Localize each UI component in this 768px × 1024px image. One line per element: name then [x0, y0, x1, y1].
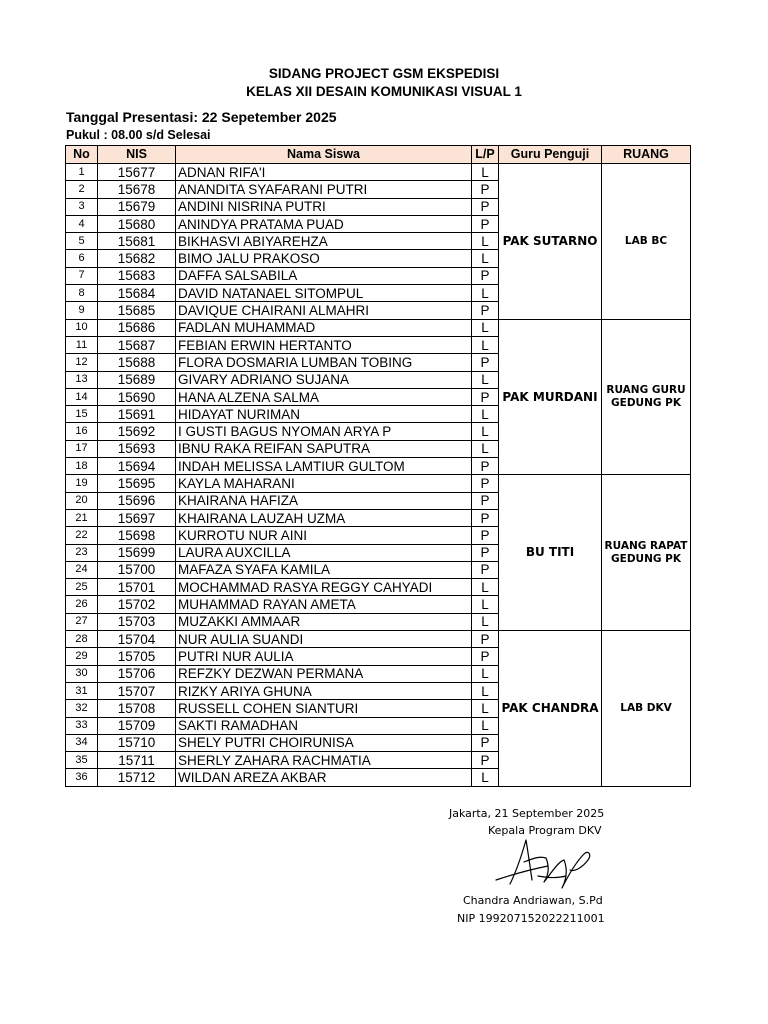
student-nis: 15678: [98, 181, 176, 198]
student-nis: 15703: [98, 613, 176, 630]
row-number: 30: [66, 665, 98, 682]
table-row: [66, 475, 691, 492]
student-name: DAVIQUE CHAIRANI ALMAHRI: [176, 302, 472, 319]
student-name: PUTRI NUR AULIA: [176, 648, 472, 665]
student-nis: 15702: [98, 596, 176, 613]
student-name: FEBIAN ERWIN HERTANTO: [176, 336, 472, 353]
student-gender: L: [472, 665, 499, 682]
row-number: 23: [66, 544, 98, 561]
student-name: ANINDYA PRATAMA PUAD: [176, 215, 472, 232]
student-name: MUHAMMAD RAYAN AMETA: [176, 596, 472, 613]
row-number: 7: [66, 267, 98, 284]
student-name: ADNAN RIFA'I: [176, 164, 472, 181]
presentation-date: Tanggal Presentasi: 22 Sepetember 2025: [66, 109, 337, 125]
student-nis: 15711: [98, 752, 176, 769]
student-nis: 15697: [98, 509, 176, 526]
room-cell: RUANG GURU GEDUNG PK: [602, 319, 691, 475]
student-nis: 15689: [98, 371, 176, 388]
student-nis: 15692: [98, 423, 176, 440]
student-nis: 15708: [98, 700, 176, 717]
student-name: NUR AULIA SUANDI: [176, 631, 472, 648]
student-gender: L: [472, 233, 499, 250]
student-gender: P: [472, 302, 499, 319]
student-gender: L: [472, 579, 499, 596]
column-header-ruang: RUANG: [602, 146, 691, 164]
student-gender: P: [472, 492, 499, 509]
student-gender: P: [472, 198, 499, 215]
student-nis: 15694: [98, 458, 176, 475]
table-row: [66, 631, 691, 648]
row-number: 16: [66, 423, 98, 440]
room-cell: LAB DKV: [602, 631, 691, 787]
student-name: HANA ALZENA SALMA: [176, 388, 472, 405]
student-gender: L: [472, 423, 499, 440]
student-name: KAYLA MAHARANI: [176, 475, 472, 492]
student-name: RUSSELL COHEN SIANTURI: [176, 700, 472, 717]
row-number: 19: [66, 475, 98, 492]
row-number: 28: [66, 631, 98, 648]
student-nis: 15684: [98, 285, 176, 302]
row-number: 11: [66, 336, 98, 353]
student-gender: P: [472, 561, 499, 578]
student-gender: P: [472, 509, 499, 526]
column-header-no: No: [66, 146, 98, 164]
row-number: 18: [66, 458, 98, 475]
column-header-nama: Nama Siswa: [176, 146, 472, 164]
student-gender: P: [472, 527, 499, 544]
student-nis: 15695: [98, 475, 176, 492]
student-nis: 15685: [98, 302, 176, 319]
presentation-time: Pukul : 08.00 s/d Selesai: [66, 128, 211, 142]
row-number: 29: [66, 648, 98, 665]
student-nis: 15686: [98, 319, 176, 336]
student-name: DAFFA SALSABILA: [176, 267, 472, 284]
row-number: 22: [66, 527, 98, 544]
table-body: [66, 164, 691, 787]
student-gender: P: [472, 267, 499, 284]
table-header-row: [66, 146, 691, 164]
row-number: 9: [66, 302, 98, 319]
row-number: 20: [66, 492, 98, 509]
student-nis: 15690: [98, 388, 176, 405]
student-name: GIVARY ADRIANO SUJANA: [176, 371, 472, 388]
row-number: 36: [66, 769, 98, 786]
row-number: 33: [66, 717, 98, 734]
row-number: 21: [66, 509, 98, 526]
student-name: INDAH MELISSA LAMTIUR GULTOM: [176, 458, 472, 475]
column-header-guru: Guru Penguji: [499, 146, 602, 164]
student-nis: 15683: [98, 267, 176, 284]
student-name: FLORA DOSMARIA LUMBAN TOBING: [176, 354, 472, 371]
student-nis: 15704: [98, 631, 176, 648]
student-name: ANDINI NISRINA PUTRI: [176, 198, 472, 215]
student-gender: L: [472, 250, 499, 267]
student-name: KHAIRANA HAFIZA: [176, 492, 472, 509]
row-number: 5: [66, 233, 98, 250]
document-subtitle: KELAS XII DESAIN KOMUNIKASI VISUAL 1: [246, 84, 522, 99]
student-nis: 15701: [98, 579, 176, 596]
student-name: I GUSTI BAGUS NYOMAN ARYA P: [176, 423, 472, 440]
row-number: 35: [66, 752, 98, 769]
student-name: BIKHASVI ABIYAREHZA: [176, 233, 472, 250]
student-nis: 15706: [98, 665, 176, 682]
row-number: 31: [66, 682, 98, 699]
signature-position: Kepala Program DKV: [488, 824, 602, 837]
row-number: 12: [66, 354, 98, 371]
table-row: [66, 164, 691, 181]
student-gender: P: [472, 734, 499, 751]
student-nis: 15709: [98, 717, 176, 734]
student-nis: 15705: [98, 648, 176, 665]
examiner-cell: PAK MURDANI: [499, 319, 602, 475]
row-number: 1: [66, 164, 98, 181]
student-name: RIZKY ARIYA GHUNA: [176, 682, 472, 699]
student-nis: 15712: [98, 769, 176, 786]
student-gender: P: [472, 475, 499, 492]
student-name: SAKTI RAMADHAN: [176, 717, 472, 734]
row-number: 24: [66, 561, 98, 578]
student-gender: L: [472, 406, 499, 423]
student-gender: P: [472, 458, 499, 475]
student-name: KURROTU NUR AINI: [176, 527, 472, 544]
student-gender: L: [472, 336, 499, 353]
row-number: 34: [66, 734, 98, 751]
student-gender: L: [472, 371, 499, 388]
student-name: SHERLY ZAHARA RACHMATIA: [176, 752, 472, 769]
row-number: 25: [66, 579, 98, 596]
student-gender: L: [472, 285, 499, 302]
room-cell: LAB BC: [602, 164, 691, 320]
room-cell: RUANG RAPAT GEDUNG PK: [602, 475, 691, 631]
schedule-table: [65, 145, 691, 787]
table-row: [66, 319, 691, 336]
student-gender: L: [472, 682, 499, 699]
examiner-cell: PAK CHANDRA: [499, 631, 602, 787]
examiner-cell: PAK SUTARNO: [499, 164, 602, 320]
student-gender: P: [472, 631, 499, 648]
student-nis: 15677: [98, 164, 176, 181]
student-name: MAFAZA SYAFA KAMILA: [176, 561, 472, 578]
row-number: 4: [66, 215, 98, 232]
row-number: 2: [66, 181, 98, 198]
student-gender: P: [472, 544, 499, 561]
student-name: LAURA AUXCILLA: [176, 544, 472, 561]
student-nis: 15710: [98, 734, 176, 751]
row-number: 26: [66, 596, 98, 613]
student-gender: L: [472, 596, 499, 613]
column-header-nis: NIS: [98, 146, 176, 164]
student-nis: 15696: [98, 492, 176, 509]
student-nis: 15682: [98, 250, 176, 267]
student-name: DAVID NATANAEL SITOMPUL: [176, 285, 472, 302]
student-gender: L: [472, 440, 499, 457]
student-gender: P: [472, 752, 499, 769]
signature-place-date: Jakarta, 21 September 2025: [449, 807, 605, 820]
document-title: SIDANG PROJECT GSM EKSPEDISI: [268, 66, 500, 81]
student-nis: 15680: [98, 215, 176, 232]
handwritten-signature: [488, 832, 598, 897]
student-nis: 15691: [98, 406, 176, 423]
column-header-lp: L/P: [472, 146, 499, 164]
signer-nip: NIP 199207152022211001: [457, 912, 605, 925]
student-gender: L: [472, 717, 499, 734]
student-name: IBNU RAKA REIFAN SAPUTRA: [176, 440, 472, 457]
student-name: SHELY PUTRI CHOIRUNISA: [176, 734, 472, 751]
row-number: 3: [66, 198, 98, 215]
signer-name: Chandra Andriawan, S.Pd: [463, 894, 603, 907]
student-name: ANANDITA SYAFARANI PUTRI: [176, 181, 472, 198]
student-gender: L: [472, 613, 499, 630]
student-nis: 15700: [98, 561, 176, 578]
student-name: WILDAN AREZA AKBAR: [176, 769, 472, 786]
student-name: REFZKY DEZWAN PERMANA: [176, 665, 472, 682]
row-number: 13: [66, 371, 98, 388]
row-number: 6: [66, 250, 98, 267]
student-name: BIMO JALU PRAKOSO: [176, 250, 472, 267]
student-name: MUZAKKI AMMAAR: [176, 613, 472, 630]
student-gender: P: [472, 354, 499, 371]
student-gender: L: [472, 769, 499, 786]
student-gender: P: [472, 215, 499, 232]
row-number: 10: [66, 319, 98, 336]
row-number: 17: [66, 440, 98, 457]
student-gender: P: [472, 388, 499, 405]
student-name: FADLAN MUHAMMAD: [176, 319, 472, 336]
student-name: KHAIRANA LAUZAH UZMA: [176, 509, 472, 526]
examiner-cell: BU TITI: [499, 475, 602, 631]
student-nis: 15698: [98, 527, 176, 544]
student-gender: L: [472, 700, 499, 717]
student-nis: 15687: [98, 336, 176, 353]
student-name: MOCHAMMAD RASYA REGGY CAHYADI: [176, 579, 472, 596]
student-gender: L: [472, 319, 499, 336]
row-number: 32: [66, 700, 98, 717]
student-nis: 15693: [98, 440, 176, 457]
row-number: 14: [66, 388, 98, 405]
row-number: 15: [66, 406, 98, 423]
student-nis: 15707: [98, 682, 176, 699]
student-nis: 15688: [98, 354, 176, 371]
student-nis: 15679: [98, 198, 176, 215]
student-gender: L: [472, 164, 499, 181]
student-nis: 15699: [98, 544, 176, 561]
row-number: 8: [66, 285, 98, 302]
row-number: 27: [66, 613, 98, 630]
student-gender: P: [472, 648, 499, 665]
student-gender: P: [472, 181, 499, 198]
student-nis: 15681: [98, 233, 176, 250]
student-name: HIDAYAT NURIMAN: [176, 406, 472, 423]
